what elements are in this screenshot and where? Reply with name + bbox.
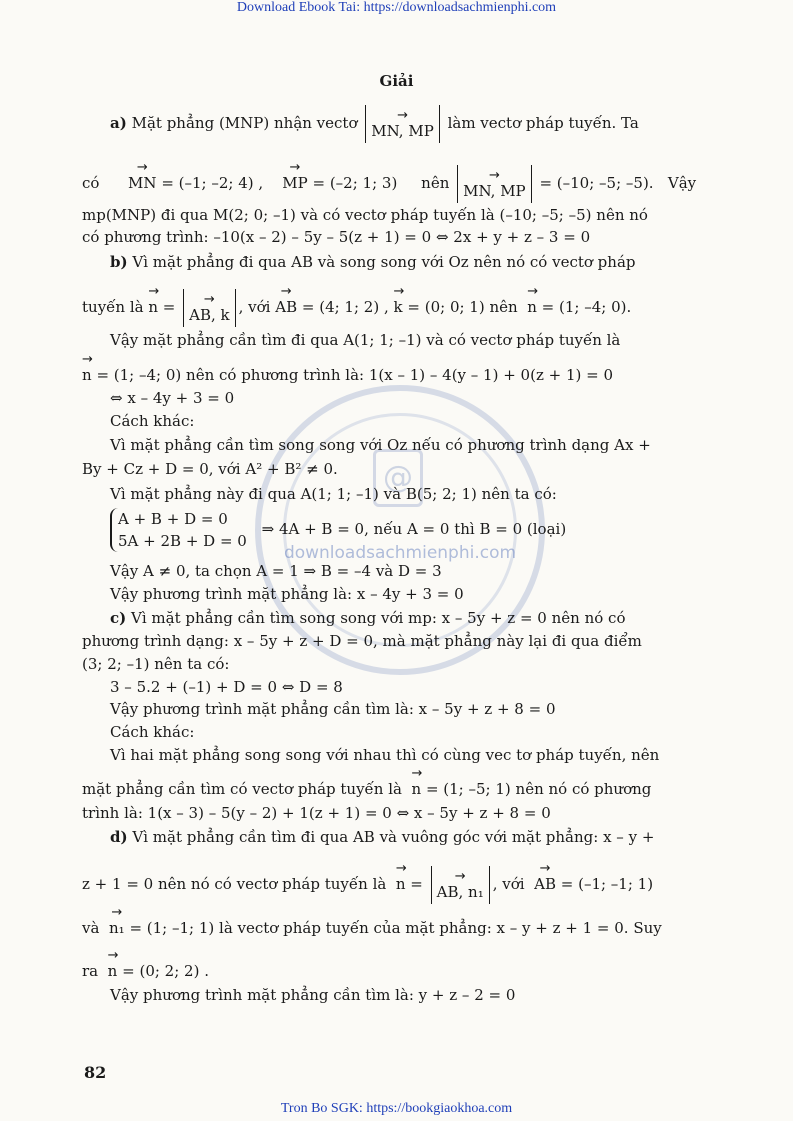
part-c-alt1: Vì hai mặt phẳng song song với nhau thì có cùng vec tơ pháp tuyến, nên: [110, 746, 660, 764]
vector-k: → k: [394, 298, 403, 316]
equation-system: A + B + D = 0 5A + 2B + D = 0: [110, 508, 251, 552]
part-a-line4: có phương trình: –10(x – 2) – 5y – 5(z + 1) = 0 ⇔ 2x + y + z – 3 = 0: [82, 228, 591, 246]
part-b-line2: tuyến là → n = → AB, k , với → AB = (4; 1; 2) , → k = (0; 0; 1) nên → n = (1; –4; 0).: [82, 289, 722, 327]
cross-product-ab-n1: → AB, n₁: [431, 866, 490, 904]
cross-product-mn-mp-2: → MN, MP: [457, 165, 532, 203]
vector-n-5: → n: [396, 875, 406, 893]
part-d-line3: và → n₁ = (1; –1; 1) là vectơ pháp tuyến của mặt phẳng: x – y + z + 1 = 0. Suy: [82, 919, 722, 937]
part-b-system: A + B + D = 0 5A + 2B + D = 0 ⇒ 4A + B = 0, nếu A = 0 thì B = 0 (loại): [110, 508, 750, 552]
vector-mp: → MP: [282, 174, 307, 192]
part-d-line5: Vậy phương trình mặt phẳng cần tìm là: y + z – 2 = 0: [110, 986, 516, 1004]
vector-n-4: → n: [412, 780, 422, 798]
part-a-line3: mp(MNP) đi qua M(2; 0; –1) và có vectơ pháp tuyến là (–10; –5; –5) nên nó: [82, 206, 648, 224]
solution-title: Giải: [379, 72, 414, 90]
cross-product-ab-k: → AB, k: [183, 289, 235, 327]
part-c-alt2: mặt phẳng cần tìm có vectơ pháp tuyến là → n = (1; –5; 1) nên nó có phương: [82, 780, 722, 798]
part-c-line5: Vậy phương trình mặt phẳng cần tìm là: x – 5y + z + 8 = 0: [110, 700, 556, 718]
footer-banner: [0, 1101, 793, 1117]
vector-ab-2: → AB: [534, 875, 556, 893]
part-c-alt3: trình là: 1(x – 3) – 5(y – 2) + 1(z + 1) = 0 ⇔ x – 5y + z + 8 = 0: [82, 804, 551, 822]
vector-n1: → n₁: [109, 919, 125, 937]
header-banner: [0, 0, 793, 16]
download-ebook-link[interactable]: Download Ebook Tai: https://downloadsachmienphi.com: [236, 0, 557, 15]
part-b-alt5: Vậy phương trình mặt phẳng là: x – 4y + 3 = 0: [110, 585, 464, 603]
part-c-line1: c) Vì mặt phẳng cần tìm song song với mp: x – 5y + z = 0 nên nó có: [110, 609, 626, 627]
part-b-line3: Vậy mặt phẳng cần tìm đi qua A(1; 1; –1) và có vectơ pháp tuyến là: [110, 331, 621, 349]
vector-n-3: → n: [82, 366, 92, 384]
part-b-line5: ⇔ x – 4y + 3 = 0: [110, 389, 235, 407]
part-d-line4: ra → n = (0; 2; 2) .: [82, 962, 722, 980]
page-number: 82: [84, 1063, 107, 1082]
vector-ab: → AB: [275, 298, 297, 316]
part-b-alt3: Vì mặt phẳng này đi qua A(1; 1; –1) và B(5; 2; 1) nên ta có:: [110, 485, 557, 503]
vector-n: → n: [148, 298, 158, 316]
book-at-icon: @: [373, 449, 423, 507]
part-c-line4: 3 – 5.2 + (–1) + D = 0 ⇔ D = 8: [110, 678, 343, 696]
watermark-text: downloadsachmienphi.com: [283, 543, 517, 563]
part-b-line1: b) Vì mặt phẳng đi qua AB và song song với Oz nên nó có vectơ pháp: [110, 253, 636, 271]
vector-n-2: → n: [527, 298, 537, 316]
part-a-line1: a) Mặt phẳng (MNP) nhận vectơ → MN, MP làm vectơ pháp tuyến. Ta: [110, 105, 750, 143]
part-b-alt4: Vậy A ≠ 0, ta chọn A = 1 ⇒ B = –4 và D = 3: [110, 562, 442, 580]
part-c-line2: phương trình dạng: x – 5y + z + D = 0, mà mặt phẳng này lại đi qua điểm: [82, 632, 642, 650]
vector-mn: → MN: [128, 174, 156, 192]
part-d-line1: d) Vì mặt phẳng cần tìm đi qua AB và vuông góc với mặt phẳng: x – y +: [110, 828, 655, 846]
part-b-alt1: Vì mặt phẳng cần tìm song song với Oz nếu có phương trình dạng Ax +: [110, 436, 651, 454]
part-b-alt2: By + Cz + D = 0, với A² + B² ≠ 0.: [82, 460, 338, 478]
part-b-line4: → n = (1; –4; 0) nên có phương trình là: 1(x – 1) – 4(y – 1) + 0(z + 1) = 0: [82, 366, 722, 384]
part-d-line2: z + 1 = 0 nên nó có vectơ pháp tuyến là → n = → AB, n₁ , với → AB = (–1; –1; 1): [82, 866, 722, 904]
part-c-alt-title: Cách khác:: [110, 723, 195, 741]
part-c-line3: (3; 2; –1) nên ta có:: [82, 655, 230, 673]
bookgiaokhoa-link[interactable]: Tron Bo SGK: https://bookgiaokhoa.com: [280, 1101, 513, 1116]
part-a-line2: có → MN = (–1; –2; 4) , → MP = (–2; 1; 3) nên → MN, MP = (–10; –5; –5). Vậy: [82, 165, 722, 203]
part-b-alt-title: Cách khác:: [110, 412, 195, 430]
vector-n-6: → n: [108, 962, 118, 980]
cross-product-mn-mp: → MN, MP: [365, 105, 440, 143]
